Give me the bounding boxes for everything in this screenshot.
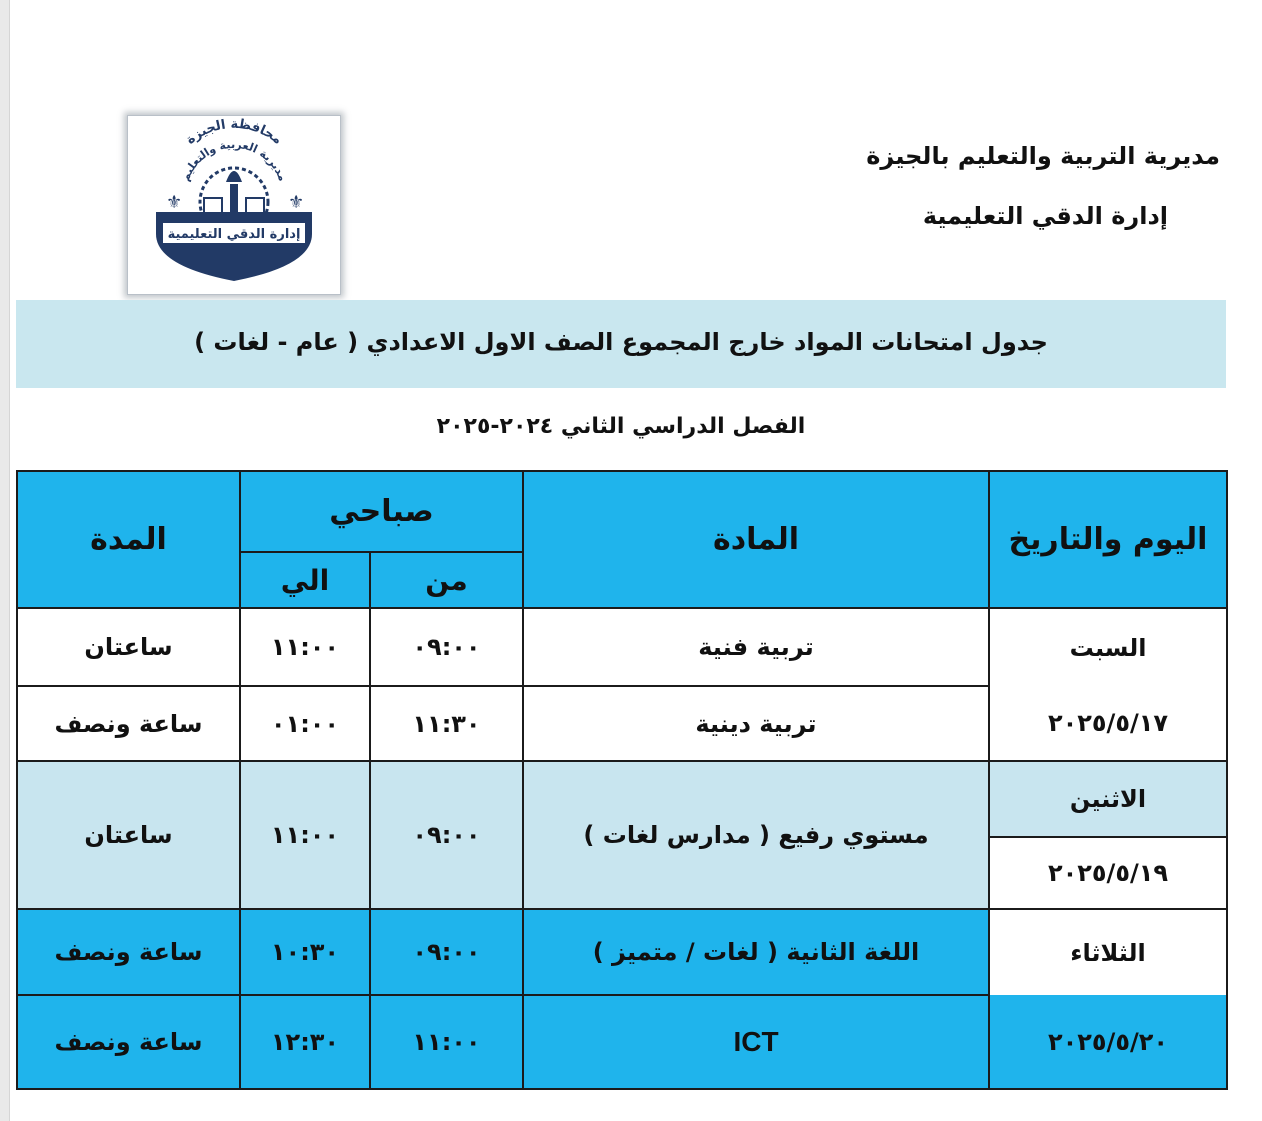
date-cell: ٢٠٢٥/٥/١٧: [989, 686, 1227, 761]
table-row: [17, 608, 1227, 686]
header-morning: صباحي: [240, 471, 523, 552]
svg-text:محافظة الجيزة: محافظة الجيزة: [183, 116, 285, 148]
duration-cell: ساعتان: [17, 761, 240, 909]
duration-cell: ساعة ونصف: [17, 909, 240, 995]
day-cell: السبت: [989, 608, 1227, 686]
from-time-cell: ٠٩:٠٠: [370, 761, 523, 909]
header-subject: المادة: [523, 471, 989, 608]
table-row: [17, 909, 1227, 995]
header-duration: المدة: [17, 471, 240, 608]
from-time-cell: ١١:٣٠: [370, 686, 523, 761]
table-row: [17, 686, 1227, 761]
table-row: [17, 761, 1227, 837]
date-cell: ٢٠٢٥/٥/١٩: [989, 837, 1227, 909]
to-time-cell: ١٠:٣٠: [240, 909, 370, 995]
subject-cell: تربية فنية: [523, 608, 989, 686]
subject-cell: تربية دينية: [523, 686, 989, 761]
header-to: الي: [240, 552, 370, 608]
date-cell: ٢٠٢٥/٥/٢٠: [989, 995, 1227, 1089]
page-left-edge-line: [9, 0, 10, 1121]
semester-label: الفصل الدراسي الثاني ٢٠٢٤-٢٠٢٥: [436, 414, 806, 439]
to-time-cell: ١١:٠٠: [240, 761, 370, 909]
exam-schedule-table: [16, 470, 1228, 1090]
header-from: من: [370, 552, 523, 608]
to-time-cell: ٠١:٠٠: [240, 686, 370, 761]
duration-cell: ساعة ونصف: [17, 686, 240, 761]
subject-cell: مستوي رفيع ( مدارس لغات ): [523, 761, 989, 909]
to-time-cell: ١٢:٣٠: [240, 995, 370, 1089]
subject-cell: ICT: [523, 995, 989, 1089]
logo: [127, 115, 341, 295]
svg-text:إدارة الدقي التعليمية: إدارة الدقي التعليمية: [167, 227, 301, 242]
duration-cell: ساعة ونصف: [17, 995, 240, 1089]
duration-cell: ساعتان: [17, 608, 240, 686]
directorate-title: مديرية التربية والتعليم بالجيزة: [866, 142, 1220, 170]
header-day-date: اليوم والتاريخ: [989, 471, 1227, 608]
day-cell: الثلاثاء: [989, 909, 1227, 995]
table-row: [17, 995, 1227, 1089]
day-cell: الاثنين: [989, 761, 1227, 837]
to-time-cell: ١١:٠٠: [240, 608, 370, 686]
logo-emblem-icon: [128, 116, 340, 294]
subject-cell: اللغة الثانية ( لغات / متميز ): [523, 909, 989, 995]
page-left-edge: [0, 0, 9, 1121]
svg-text:مديرية العربية والتعليم: مديرية العربية والتعليم: [178, 137, 290, 184]
from-time-cell: ٠٩:٠٠: [370, 608, 523, 686]
administration-title: إدارة الدقي التعليمية: [922, 202, 1168, 230]
svg-text:⚜: ⚜: [288, 192, 305, 213]
from-time-cell: ١١:٠٠: [370, 995, 523, 1089]
from-time-cell: ٠٩:٠٠: [370, 909, 523, 995]
title-band: [16, 300, 1226, 388]
svg-text:⚜: ⚜: [166, 192, 183, 213]
page-title: جدول امتحانات المواد خارج المجموع الصف الاول الاعدادي ( عام - لغات ): [194, 328, 1048, 356]
